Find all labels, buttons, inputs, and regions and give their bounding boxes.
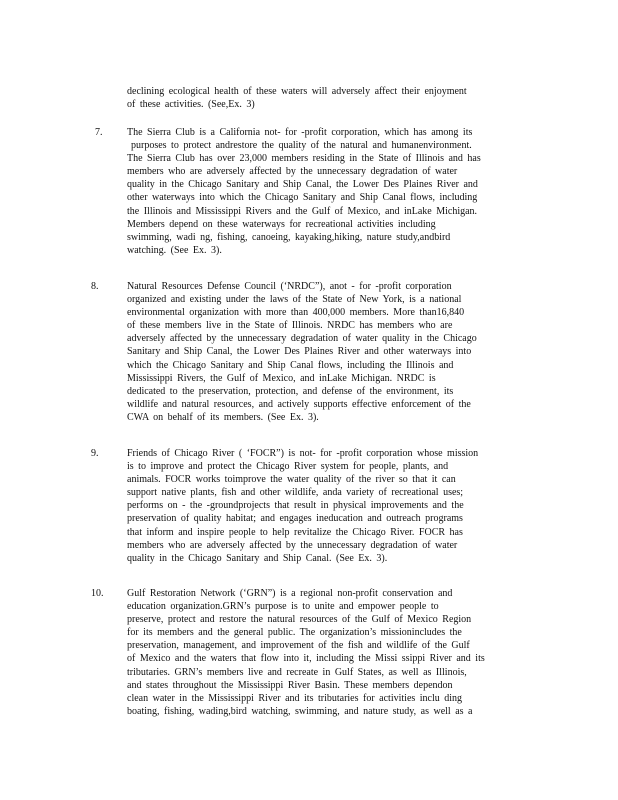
text-line: tributaries. GRN’s members live and recreate in Gulf States, as well as Illinois, [127,666,467,678]
text-line: quality in the Chicago Sanitary and Ship Canal. (See Ex. 3). [127,552,388,564]
paragraph-number: 9. [91,448,99,459]
text-line: members who are adversely affected by the unnecessary degradation of water [127,166,458,178]
text-line: Mississippi Rivers, the Gulf of Mexico, and inLake Michigan. NRDC is [127,372,436,384]
text-line: organized and existing under the laws of the State of New York, is a national [127,294,462,306]
paragraph-text [127,85,467,111]
text-line: which the Chicago Sanitary and Ship Canal flows, including the Illinois and [127,359,454,371]
text-line: of these members live in the State of Illinois. NRDC has members who are [127,320,453,332]
text-line: preservation, management, and improvement of the fish and wildlife of the Gulf [127,640,470,652]
text-line: quality in the Chicago Sanitary and Ship Canal, the Lower Des Plaines River and [127,179,478,191]
text-line: the Illinois and Mississippi Rivers and the Gulf of Mexico, and inLake Michigan. [127,205,478,217]
text-line: and states throughout the Mississippi River Basin. These members dependon [127,679,453,691]
text-line: Natural Resources Defense Council (‘NRDC”), anot - for -profit corporation [127,281,452,292]
text-line: preserve, protect and restore the natural resources of the Gulf of Mexico Region [127,614,472,626]
text-line: declining ecological health of these waters will adversely affect their enjoyment [127,86,467,97]
paragraph-text [127,280,477,424]
text-line: of Mexico and the waters that flow into it, including the Missi ssippi River and its [127,653,485,665]
text-line: other waterways into which the Chicago Sanitary and Ship Canal flows, including [127,192,478,204]
text-line: Members depend on these waterways for recreational activities including [127,218,436,230]
text-line: dedicated to the preservation, protection, and defense of the environment, its [127,385,454,397]
text-line: for its members and the general public. The organization’s missionincludes the [127,627,462,639]
text-line: boating, fishing, wading,bird watching, swimming, and nature study, as well as a [127,705,473,717]
text-line: support native plants, fish and other wildlife, anda variety of recreational uses; [127,487,464,499]
text-line: animals. FOCR works toimprove the water quality of the river so that it can [127,474,456,486]
paragraph-text [127,587,485,718]
text-line: Sanitary and Ship Canal, the Lower Des Plaines River and other waterways into [127,346,472,358]
paragraph-text [127,447,478,565]
text-line: performs on - the -groundprojects that result in physical improvements and the [127,500,464,512]
text-line: swimming, wadi ng, fishing, canoeing, kayaking,hiking, nature study,andbird [127,231,451,243]
text-line: purposes to protect andrestore the quality of the natural and humanenvironment. [131,140,472,152]
text-line: environmental organization with more than 400,000 members. More than16,840 [127,307,465,319]
text-line: The Sierra Club has over 23,000 members residing in the State of Illinois and has [127,153,481,165]
text-line: watching. (See Ex. 3). [127,244,222,256]
text-line: Friends of Chicago River ( ‘FOCR”) is not- for -profit corporation whose mission [127,448,479,459]
paragraph-number: 8. [91,281,99,292]
text-line: Gulf Restoration Network (‘GRN”) is a regional non-profit conservation and [127,588,453,599]
text-line: education organization.GRN’s purpose is to unite and empower people to [127,601,439,613]
text-line: The Sierra Club is a California not- for -profit corporation, which has among its [127,127,473,138]
text-line: of these activities. (See,Ex. 3) [127,99,255,111]
text-line: CWA on behalf of its members. (See Ex. 3). [127,411,319,423]
text-line: members who are adversely affected by the unnecessary degradation of water [127,539,458,551]
text-line: is to improve and protect the Chicago River system for people, plants, and [127,461,449,473]
text-line: that inform and inspire people to help revitalize the Chicago River. FOCR has [127,526,463,538]
paragraph-text [127,126,481,257]
paragraph-number: 7. [95,127,103,138]
text-line: preservation of quality habitat; and engages ineducation and outreach programs [127,513,463,525]
text-line: wildlife and natural resources, and actively supports effective enforcement of the [127,398,471,410]
text-line: clean water in the Mississippi River and its tributaries for activities inclu ding [127,692,463,704]
paragraph-number: 10. [91,588,104,599]
text-line: adversely affected by the unnecessary degradation of water quality in the Chicago [127,333,477,345]
